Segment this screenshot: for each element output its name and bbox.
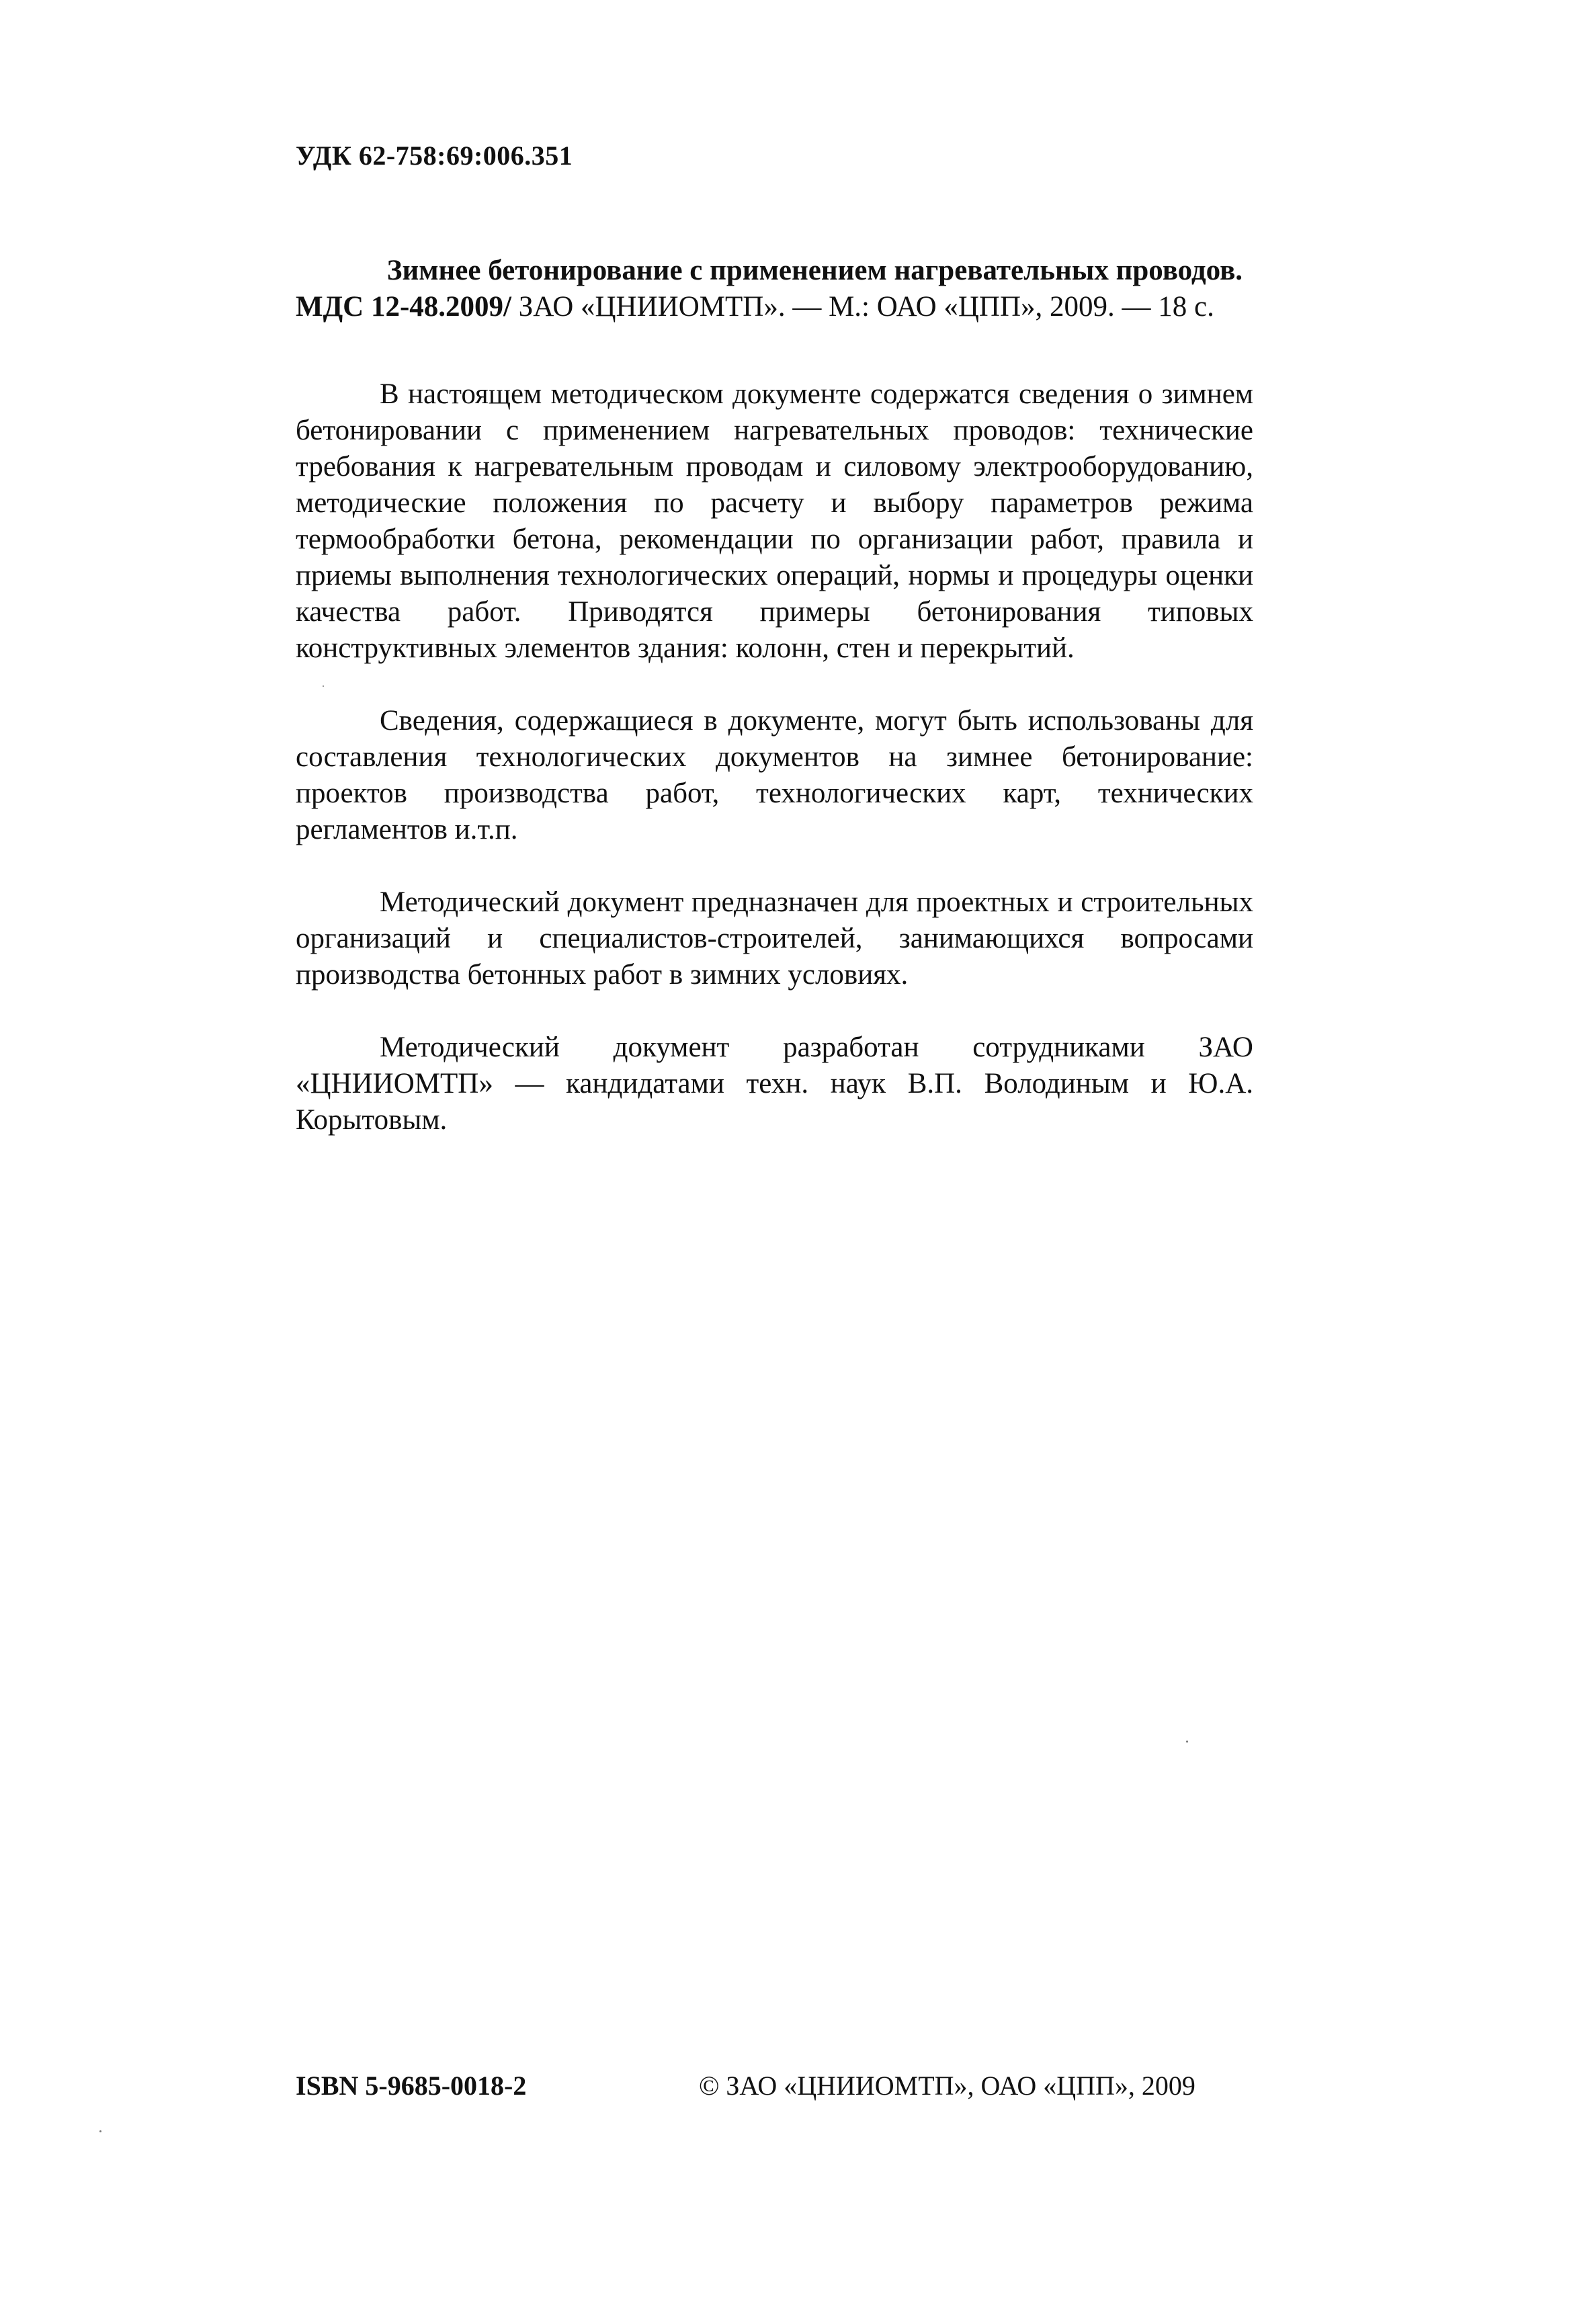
abstract xyxy=(296,376,1253,1175)
scan-speck xyxy=(1186,1741,1188,1743)
abstract-paragraph: Методический документ разработан сотрудниками ЗАО «ЦНИИОМТП» — кандидатами техн. наук В.П. Володиным и Ю.А. Корытовым. xyxy=(296,1032,1253,1136)
abstract-paragraph: В настоящем методическом документе содержатся сведения о зимнем бетонировании с применением нагревательных проводов: технические требования к нагревательным проводам и силовому электрооборудованию, методические положения по расчету и выбору параметров режима термообработки бетона, рекомендации по организации работ, правила и приемы выполнения технологических операций, нормы и процедуры оценки качества работ. Приводятся примеры бетонирования типовых конструктивных элементов здания: колонн, стен и перекрытий. xyxy=(296,378,1253,664)
scan-speck xyxy=(323,685,324,687)
abstract-paragraph: Методический документ предназначен для проектных и строительных организаций и специалистов-строителей, занимающихся вопросами производства бетонных работ в зимних условиях. xyxy=(296,886,1253,991)
document-title: Зимнее бетонирование с применением нагревательных проводов. xyxy=(386,255,1243,286)
abstract-paragraph: Сведения, содержащиеся в документе, могут быть использованы для составления технологических документов на зимнее бетонирование: проектов производства работ, технологических карт, технических регламентов и.т.п. xyxy=(296,705,1253,845)
copyright-notice: © ЗАО «ЦНИИОМТП», ОАО «ЦПП», 2009 xyxy=(699,2071,1195,2101)
udk-code: УДК 62-758:69:006.351 xyxy=(296,140,573,171)
document-code: МДС 12-48.2009/ xyxy=(296,291,511,323)
bibliographic-record xyxy=(296,253,1253,325)
isbn: ISBN 5-9685-0018-2 xyxy=(296,2071,527,2101)
publisher-info: ЗАО «ЦНИИОМТП». — М.: ОАО «ЦПП», 2009. — 18 с. xyxy=(511,291,1214,323)
scan-speck xyxy=(99,2130,101,2132)
